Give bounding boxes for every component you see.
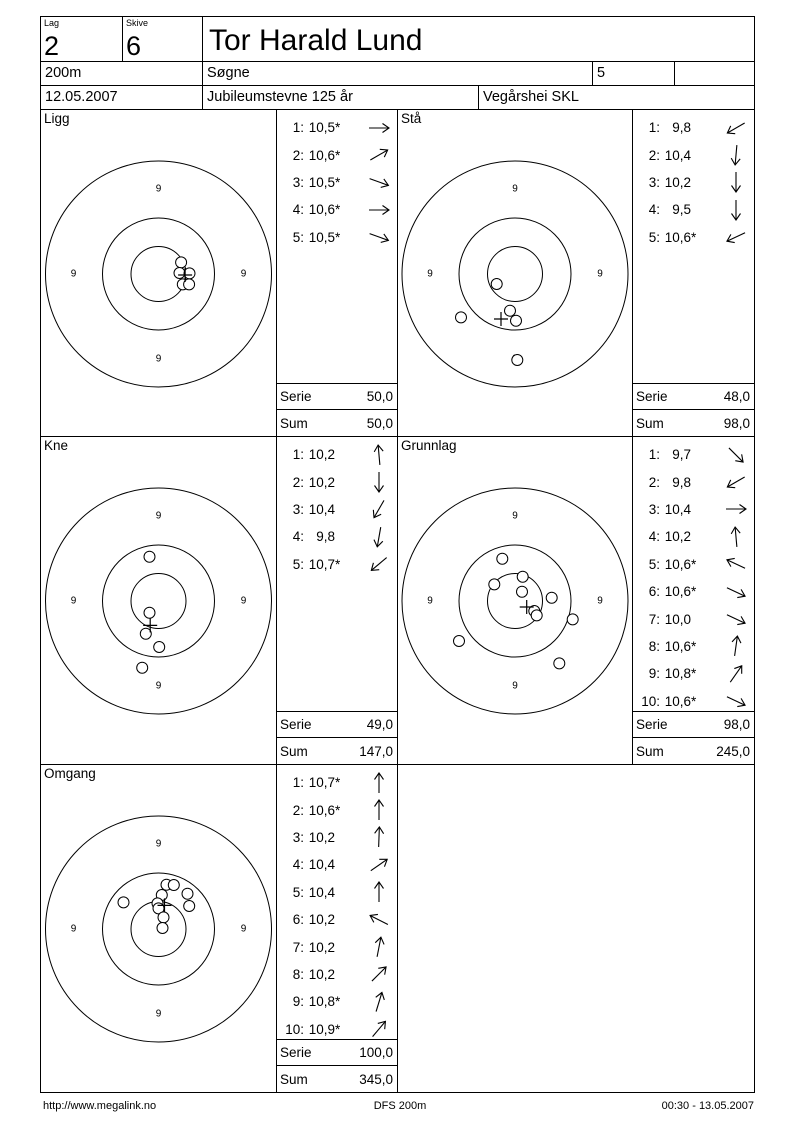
sum-label: Sum — [636, 743, 664, 759]
shot-value: 10,2 — [664, 529, 691, 545]
ring-9-label: 9 — [597, 595, 603, 607]
venue: Søgne — [207, 65, 250, 81]
shot-row — [633, 551, 754, 578]
sum-value: 50,0 — [366, 415, 393, 431]
shot-row — [633, 660, 754, 687]
target-box-omgang — [40, 764, 277, 1093]
shot-star: * — [335, 120, 341, 136]
serie-row-sta — [632, 383, 755, 410]
serie-row-grunnlag — [632, 711, 755, 738]
shot-value: 10,2 — [308, 447, 335, 463]
shot-number: 9: — [648, 666, 660, 682]
direction-arrow-icon — [723, 142, 749, 168]
shot-value: 9,8 — [672, 474, 691, 490]
shot-number: 6: — [292, 912, 304, 928]
sum-value: 345,0 — [359, 1071, 393, 1087]
date: 12.05.2007 — [45, 89, 118, 105]
shot-row — [277, 496, 397, 523]
shot-row — [277, 523, 397, 550]
target-box-kne — [40, 436, 277, 765]
shot-marker — [158, 912, 169, 923]
direction-arrow-icon — [366, 961, 392, 987]
direction-arrow-icon — [366, 824, 392, 850]
shot-marker — [554, 658, 565, 669]
sum-label: Sum — [280, 415, 308, 431]
ring-9-label: 9 — [155, 183, 162, 195]
shot-marker — [168, 880, 179, 891]
serie-row-kne — [276, 711, 398, 738]
shot-star: * — [691, 666, 697, 682]
shot-value: 10,6 — [308, 147, 335, 163]
direction-arrow-icon — [366, 551, 392, 577]
shot-value: 10,5 — [308, 229, 335, 245]
target-box-ligg — [40, 109, 277, 437]
shot-row — [277, 441, 397, 468]
shot-number: 3: — [292, 829, 304, 845]
shot-row — [633, 441, 754, 468]
panel-title-kne: Kne — [44, 438, 69, 453]
panel-title-sta: Stå — [401, 111, 422, 126]
direction-arrow-icon — [366, 142, 392, 168]
shot-number: 2: — [648, 474, 660, 490]
ring-9-label: 9 — [155, 1008, 162, 1020]
direction-arrow-icon — [366, 442, 392, 468]
shot-marker — [505, 305, 516, 316]
shot-value: 10,6 — [664, 693, 691, 709]
shot-number: 3: — [648, 174, 660, 190]
shot-row — [633, 605, 754, 632]
shot-star: * — [691, 556, 697, 572]
score-rows — [277, 765, 397, 1039]
target-box-sta — [397, 109, 633, 437]
shot-value: 10,2 — [308, 912, 335, 928]
footer-datetime: 00:30 - 13.05.2007 — [661, 1100, 754, 1112]
lag-cell — [40, 16, 123, 62]
direction-arrow-icon — [366, 907, 392, 933]
shot-row — [633, 169, 754, 196]
score-list-sta — [632, 109, 755, 384]
direction-arrow-icon — [723, 524, 749, 550]
ring-9-label: 9 — [155, 838, 162, 850]
panel-title-omgang: Omgang — [44, 766, 96, 781]
shot-row — [277, 114, 397, 141]
target-diagram-kne — [41, 437, 276, 764]
direction-arrow-icon — [723, 633, 749, 659]
score-list-omgang — [276, 764, 398, 1040]
shot-value: 10,2 — [308, 939, 335, 955]
shot-row — [277, 906, 397, 933]
shot-star: * — [335, 775, 341, 791]
shot-value: 10,6 — [664, 556, 691, 572]
shot-marker — [144, 607, 155, 618]
shot-row — [277, 468, 397, 495]
shot-number: 1: — [292, 120, 304, 136]
shot-row — [277, 879, 397, 906]
shot-row — [633, 468, 754, 495]
shot-number: 4: — [292, 857, 304, 873]
shot-value: 10,9 — [308, 1021, 335, 1037]
sum-row-kne — [276, 737, 398, 765]
skive-value: 6 — [126, 31, 142, 61]
lane-number: 5 — [597, 65, 606, 81]
shot-marker — [182, 888, 193, 899]
shot-value: 9,5 — [672, 202, 691, 218]
shooter-name: Tor Harald Lund — [209, 24, 423, 57]
direction-arrow-icon — [723, 115, 749, 141]
direction-arrow-icon — [366, 797, 392, 823]
shot-star: * — [335, 229, 341, 245]
shot-marker — [567, 614, 578, 625]
serie-value: 50,0 — [366, 389, 393, 404]
shot-value: 10,6 — [664, 638, 691, 654]
ring-9-label: 9 — [427, 268, 433, 280]
shot-number: 2: — [292, 474, 304, 490]
serie-label: Serie — [280, 1045, 312, 1060]
shot-row — [277, 224, 397, 251]
shot-value: 10,6 — [664, 584, 691, 600]
target-diagram-omgang — [41, 765, 276, 1092]
shot-row — [633, 141, 754, 168]
shot-number: 8: — [648, 638, 660, 654]
shot-value: 10,7 — [308, 775, 335, 791]
shot-marker — [137, 662, 148, 673]
lag-label: Lag — [44, 18, 60, 28]
shot-value: 10,7 — [308, 556, 335, 572]
shot-star: * — [335, 202, 341, 218]
shot-marker — [454, 636, 465, 647]
serie-row-ligg — [276, 383, 398, 410]
shot-value: 10,0 — [664, 611, 691, 627]
shot-star: * — [335, 174, 341, 190]
direction-arrow-icon — [723, 197, 749, 223]
direction-arrow-icon — [366, 989, 392, 1015]
ring-9-label: 9 — [240, 923, 247, 935]
shot-marker — [546, 592, 557, 603]
sum-row-omgang — [276, 1065, 398, 1093]
shot-value: 10,6 — [664, 229, 691, 245]
target-diagram-sta — [398, 110, 632, 436]
shot-marker — [517, 586, 528, 597]
shot-value: 10,4 — [664, 501, 691, 517]
shot-value: 9,8 — [672, 120, 691, 136]
sum-label: Sum — [636, 415, 664, 431]
serie-label: Serie — [280, 389, 312, 404]
shot-row — [633, 496, 754, 523]
event-cell — [202, 85, 479, 110]
serie-label: Serie — [636, 389, 668, 404]
sum-label: Sum — [280, 1071, 308, 1087]
shot-number: 10: — [641, 693, 660, 709]
shot-row — [633, 196, 754, 223]
sum-row-ligg — [276, 409, 398, 437]
shot-value: 10,5 — [308, 174, 335, 190]
score-list-grunnlag — [632, 436, 755, 712]
shot-value: 9,7 — [672, 447, 691, 463]
direction-arrow-icon — [723, 551, 749, 577]
shot-star: * — [335, 147, 341, 163]
shot-row — [277, 141, 397, 168]
target-ring — [488, 247, 543, 302]
ring-9-label: 9 — [240, 595, 247, 607]
shot-number: 3: — [292, 501, 304, 517]
empty-header-cell — [674, 61, 755, 86]
shot-number: 3: — [292, 174, 304, 190]
score-rows — [633, 110, 754, 383]
ring-9-label: 9 — [70, 595, 77, 607]
shot-number: 1: — [292, 447, 304, 463]
shot-value: 10,4 — [308, 857, 335, 873]
shot-star: * — [335, 1021, 341, 1037]
target-diagram-grunnlag — [398, 437, 632, 764]
direction-arrow-icon — [366, 934, 392, 960]
shot-marker — [512, 355, 523, 366]
serie-row-omgang — [276, 1039, 398, 1066]
distance-cell — [40, 61, 203, 86]
shot-value: 9,8 — [316, 529, 335, 545]
shot-value: 10,2 — [308, 474, 335, 490]
shot-marker — [174, 268, 185, 279]
ring-9-label: 9 — [70, 268, 77, 280]
footer-center: DFS 200m — [373, 1100, 427, 1112]
shot-value: 10,2 — [664, 174, 691, 190]
date-cell — [40, 85, 203, 110]
skive-cell — [122, 16, 203, 62]
shot-marker — [118, 897, 129, 908]
shot-value: 10,5 — [308, 120, 335, 136]
shot-row — [277, 551, 397, 578]
score-list-ligg — [276, 109, 398, 384]
target-ring — [103, 545, 215, 657]
shot-value: 10,8 — [664, 666, 691, 682]
score-rows — [277, 437, 397, 711]
ring-9-label: 9 — [427, 595, 433, 607]
serie-value: 100,0 — [359, 1045, 393, 1060]
shot-marker — [497, 553, 508, 564]
shot-number: 5: — [648, 229, 660, 245]
direction-arrow-icon — [366, 496, 392, 522]
ring-9-label: 9 — [155, 680, 162, 692]
shot-row — [277, 796, 397, 823]
shot-number: 6: — [648, 584, 660, 600]
club-cell — [478, 85, 755, 110]
serie-value: 49,0 — [366, 717, 393, 732]
ring-9-label: 9 — [155, 353, 162, 365]
shot-row — [277, 769, 397, 796]
sum-row-sta — [632, 409, 755, 437]
shot-row — [633, 523, 754, 550]
shot-row — [633, 578, 754, 605]
shot-value: 10,4 — [308, 884, 335, 900]
shot-row — [277, 988, 397, 1015]
shot-row — [633, 633, 754, 660]
target-ring — [103, 218, 215, 330]
shot-number: 1: — [648, 447, 660, 463]
sum-value: 147,0 — [359, 743, 393, 759]
serie-label: Serie — [280, 717, 312, 732]
direction-arrow-icon — [723, 496, 749, 522]
shot-value: 10,2 — [308, 966, 335, 982]
shot-row — [277, 824, 397, 851]
shot-number: 8: — [292, 966, 304, 982]
direction-arrow-icon — [366, 770, 392, 796]
shot-marker — [511, 315, 522, 326]
ring-9-label: 9 — [597, 268, 603, 280]
shot-star: * — [691, 229, 697, 245]
score-rows — [277, 110, 397, 383]
lag-value: 2 — [44, 31, 60, 61]
direction-arrow-icon — [723, 169, 749, 195]
direction-arrow-icon — [723, 442, 749, 468]
distance: 200m — [45, 65, 82, 81]
shot-value: 10,2 — [308, 829, 335, 845]
score-rows — [633, 437, 754, 711]
shot-marker — [531, 610, 542, 621]
panel-title-ligg: Ligg — [44, 111, 70, 126]
serie-value: 98,0 — [723, 717, 750, 732]
direction-arrow-icon — [366, 224, 392, 250]
ring-9-label: 9 — [155, 510, 162, 522]
score-list-kne — [276, 436, 398, 712]
shot-marker — [176, 257, 187, 268]
target-diagram-ligg — [41, 110, 276, 436]
shot-number: 4: — [292, 529, 304, 545]
ring-9-label: 9 — [70, 923, 77, 935]
venue-cell — [202, 61, 593, 86]
shot-number: 2: — [292, 147, 304, 163]
sum-value: 245,0 — [716, 743, 750, 759]
shot-value: 10,6 — [308, 802, 335, 818]
shot-number: 2: — [648, 147, 660, 163]
shot-marker — [489, 579, 500, 590]
direction-arrow-icon — [366, 852, 392, 878]
sum-row-grunnlag — [632, 737, 755, 765]
shot-value: 10,6 — [308, 202, 335, 218]
shot-number: 5: — [292, 556, 304, 572]
footer-url: http://www.megalink.no — [43, 1100, 157, 1112]
ring-9-label: 9 — [512, 680, 518, 692]
shot-number: 7: — [648, 611, 660, 627]
shot-star: * — [335, 994, 341, 1010]
shot-number: 7: — [292, 939, 304, 955]
shot-number: 4: — [292, 202, 304, 218]
direction-arrow-icon — [723, 469, 749, 495]
shot-value: 10,4 — [664, 147, 691, 163]
shot-marker — [144, 551, 155, 562]
shot-number: 5: — [648, 556, 660, 572]
serie-value: 48,0 — [723, 389, 750, 404]
shot-row — [277, 933, 397, 960]
club-name: Vegårshei SKL — [483, 89, 579, 105]
direction-arrow-icon — [723, 661, 749, 687]
lane-cell — [592, 61, 675, 86]
shot-star: * — [691, 638, 697, 654]
shot-row — [633, 224, 754, 251]
shot-star: * — [691, 584, 697, 600]
shot-marker — [491, 279, 502, 290]
shot-star: * — [335, 556, 341, 572]
shot-marker — [157, 923, 168, 934]
shot-number: 5: — [292, 884, 304, 900]
ring-9-label: 9 — [240, 268, 247, 280]
shot-number: 1: — [648, 120, 660, 136]
shooter-name-cell — [202, 16, 755, 62]
shot-number: 3: — [648, 501, 660, 517]
shot-marker — [517, 571, 528, 582]
shot-star: * — [335, 802, 341, 818]
sum-label: Sum — [280, 743, 308, 759]
shot-number: 4: — [648, 529, 660, 545]
direction-arrow-icon — [366, 197, 392, 223]
shot-value: 10,4 — [308, 501, 335, 517]
shot-number: 4: — [648, 202, 660, 218]
shot-number: 2: — [292, 802, 304, 818]
direction-arrow-icon — [366, 169, 392, 195]
shot-row — [277, 196, 397, 223]
shot-marker — [456, 312, 467, 323]
shot-number: 9: — [292, 994, 304, 1010]
event-name: Jubileumstevne 125 år — [207, 89, 353, 105]
target-ring — [131, 574, 186, 629]
shot-value: 10,8 — [308, 994, 335, 1010]
direction-arrow-icon — [723, 606, 749, 632]
ring-9-label: 9 — [512, 510, 518, 522]
shot-row — [633, 114, 754, 141]
skive-label: Skive — [126, 18, 149, 28]
shot-number: 5: — [292, 229, 304, 245]
serie-label: Serie — [636, 717, 668, 732]
shot-number: 10: — [285, 1021, 304, 1037]
direction-arrow-icon — [723, 579, 749, 605]
shot-row — [277, 169, 397, 196]
direction-arrow-icon — [366, 524, 392, 550]
empty-bottom-right-cell — [397, 764, 755, 1093]
shot-star: * — [691, 693, 697, 709]
shot-marker — [154, 642, 165, 653]
direction-arrow-icon — [366, 469, 392, 495]
shot-number: 1: — [292, 775, 304, 791]
direction-arrow-icon — [723, 224, 749, 250]
shot-row — [277, 851, 397, 878]
shot-marker — [184, 901, 195, 912]
ring-9-label: 9 — [512, 183, 518, 195]
panel-title-grunnlag: Grunnlag — [401, 438, 457, 453]
sum-value: 98,0 — [723, 415, 750, 431]
target-box-grunnlag — [397, 436, 633, 765]
direction-arrow-icon — [366, 115, 392, 141]
direction-arrow-icon — [366, 879, 392, 905]
shot-row — [277, 961, 397, 988]
